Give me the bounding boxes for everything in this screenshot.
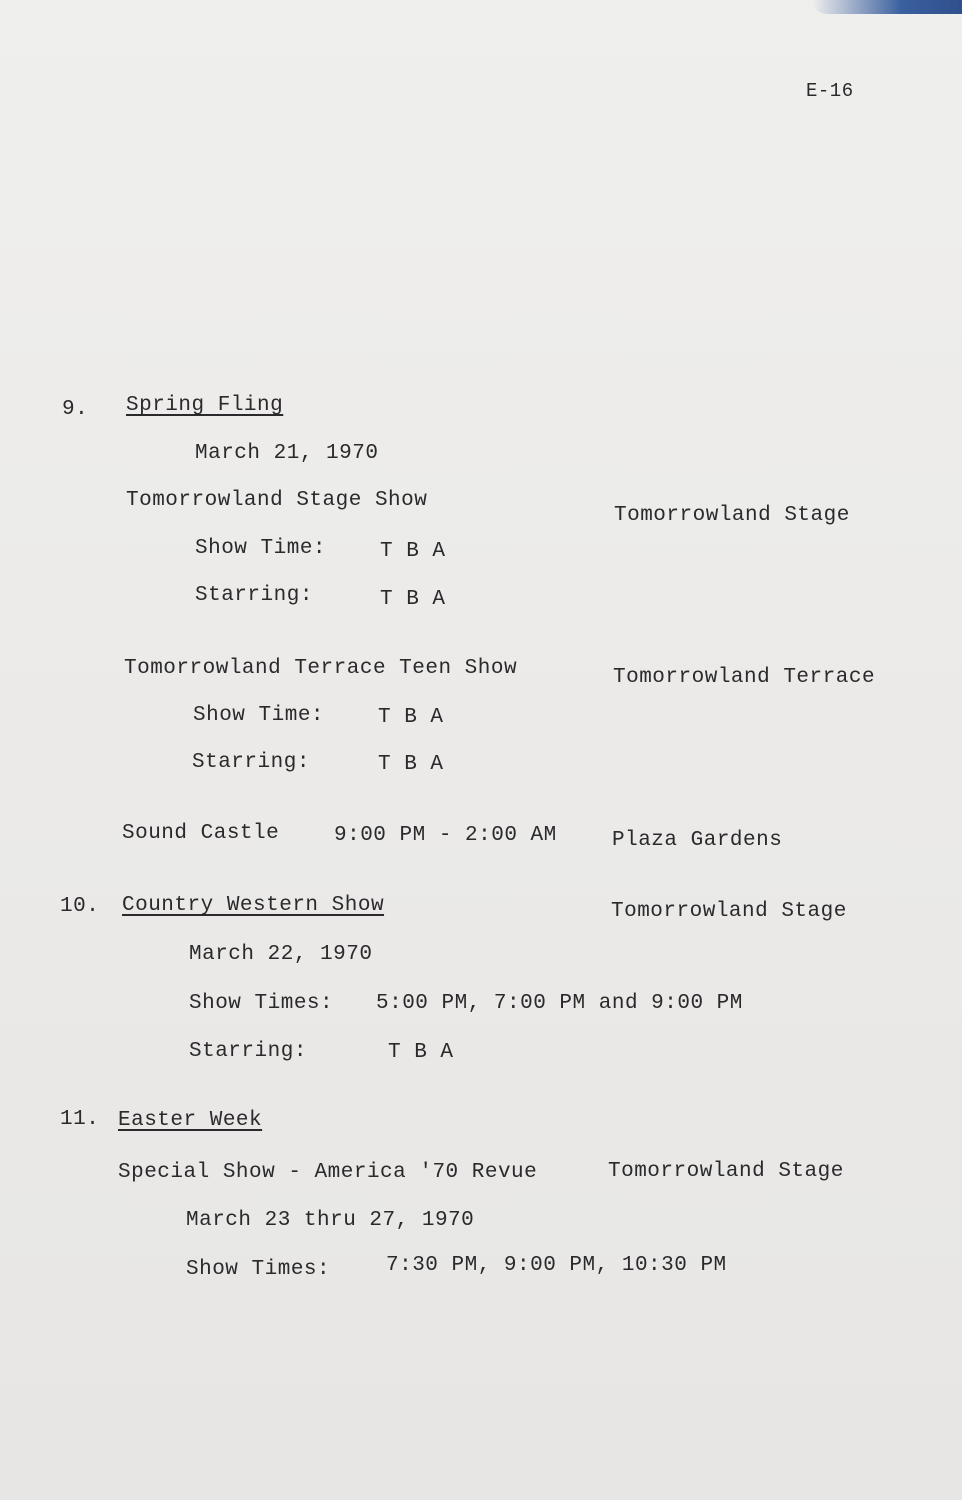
event-location: Tomorrowland Terrace (613, 666, 876, 689)
event-location: Plaza Gardens (612, 829, 783, 852)
show-times-value: 5:00 PM, 7:00 PM and 9:00 PM (376, 992, 743, 1015)
section-title: Easter Week (118, 1109, 263, 1132)
starring-label: Starring: (192, 751, 310, 774)
starring-value: T B A (378, 753, 444, 776)
section-title: Spring Fling (126, 394, 284, 417)
event-name: Tomorrowland Stage Show (126, 489, 428, 512)
section-title: Country Western Show (122, 894, 385, 917)
page-edge-strip (812, 0, 962, 14)
starring-label: Starring: (195, 584, 313, 607)
event-name: Sound Castle (122, 822, 280, 845)
page-number: E-16 (806, 80, 854, 102)
event-time: 9:00 PM - 2:00 AM (334, 824, 557, 847)
event-name: Special Show - America '70 Revue (118, 1161, 538, 1184)
show-time-label: Show Time: (195, 537, 327, 560)
show-times-value: 7:30 PM, 9:00 PM, 10:30 PM (386, 1254, 727, 1277)
section-date: March 23 thru 27, 1970 (186, 1209, 475, 1232)
starring-value: T B A (380, 588, 446, 611)
starring-value: T B A (388, 1041, 454, 1064)
section-date: March 22, 1970 (189, 943, 373, 966)
section-date: March 21, 1970 (195, 442, 379, 465)
section-location: Tomorrowland Stage (611, 900, 847, 923)
show-times-label: Show Times: (186, 1258, 331, 1281)
section-number: 10. (60, 895, 100, 918)
show-time-value: T B A (380, 540, 446, 563)
event-location: Tomorrowland Stage (608, 1160, 844, 1183)
show-times-label: Show Times: (189, 992, 334, 1015)
starring-label: Starring: (189, 1040, 307, 1063)
section-number: 9. (62, 398, 89, 421)
show-time-value: T B A (378, 706, 444, 729)
section-number: 11. (60, 1108, 100, 1131)
event-location: Tomorrowland Stage (614, 504, 850, 527)
show-time-label: Show Time: (193, 704, 325, 727)
event-name: Tomorrowland Terrace Teen Show (124, 657, 518, 680)
